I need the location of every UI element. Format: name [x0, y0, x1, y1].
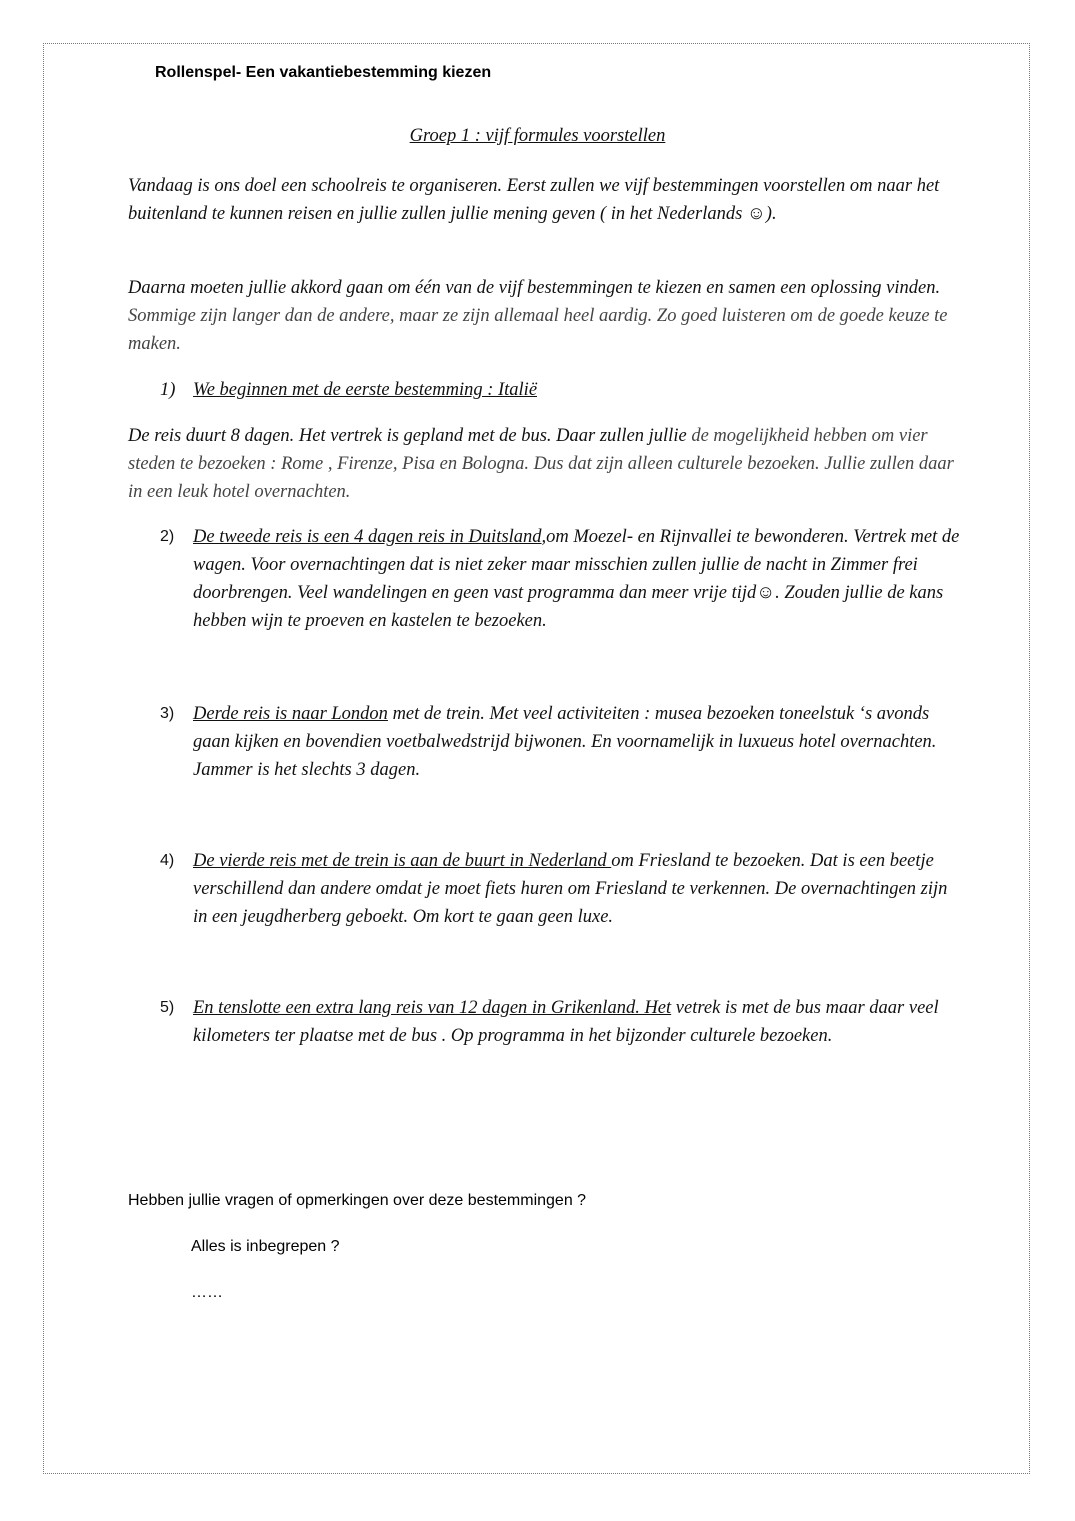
item-text-4: om Friesland te bezoeken. Dat is een beetje verschillend dan andere omdat je moet fiets huren om Friesland te verkennen. De overnachtingen zijn in een jeugdherberg geboekt. Om kort te gaan geen luxe. — [193, 851, 948, 927]
item-heading-5: En tenslotte een extra lang reis van 12 dagen in Grikenland. Het — [193, 998, 672, 1018]
item-number-3: 3) — [160, 705, 175, 722]
item-text-2: ,om Moezel- en Rijnvallei te bewonderen. Vertrek met de wagen. Voor overnachtingen dat is niet zeker maar misschien zullen jullie de nacht in Zimmer frei doorbrengen. Veel wandelingen en geen vast programma dan meer vrije tijd☺. Zouden jullie de kans hebben wijn te proeven en kastelen te bezoeken. — [193, 527, 960, 631]
item-heading-1: We beginnen met de eerste bestemming : Italië — [193, 380, 538, 400]
italy-text-b: de mogelijkheid hebben om vier steden te bezoeken : Rome , Firenze, Pisa en Bologna. Dus dat zijn alleen culturele bezoeken. Jullie zullen daar in een leuk hotel overnachten. — [128, 426, 954, 502]
item-text-5: vetrek is met de bus maar daar veel kilometers ter plaatse met de bus . Op programma in het bijzonder culturele bezoeken. — [193, 998, 939, 1046]
intro-text-2a: Daarna moeten jullie akkord gaan om één van de vijf bestemmingen te kiezen en samen een oplossing vinden. — [128, 278, 941, 298]
item-heading-3: Derde reis is naar London — [193, 704, 388, 724]
intro-text-2 — [128, 274, 958, 358]
list-item-2 — [160, 523, 960, 635]
intro-text-1: Vandaag is ons doel een schoolreis te organiseren. Eerst zullen we vijf bestemmingen voorstellen om naar het buitenland te kunnen reisen en jullie zullen jullie mening geven ( in het Nederlands ☺). — [128, 176, 940, 224]
italy-text-a: De reis duurt 8 dagen. Het vertrek is gepland met de bus. Daar zullen jullie — [128, 426, 687, 446]
item-number-5: 5) — [160, 999, 175, 1016]
list-item-3 — [160, 700, 960, 784]
item-number-2: 2) — [160, 528, 175, 545]
document-subtitle: Groep 1 : vijf formules voorstellen — [409, 126, 666, 146]
intro-text-2b: Sommige zijn langer dan de andere, maar ze zijn allemaal heel aardig. Zo goed luisteren om de goede keuze te maken. — [128, 306, 948, 354]
item-number-1: 1) — [160, 380, 176, 400]
followup-question: Alles is inbegrepen ? — [191, 1238, 340, 1255]
intro-paragraph-1 — [128, 172, 958, 228]
intro-paragraph-2 — [128, 274, 958, 358]
document-title: Rollenspel- Een vakantiebestemming kiezen — [155, 64, 492, 81]
item-heading-2: De tweede reis is een 4 dagen reis in Duitsland — [193, 527, 542, 547]
italy-paragraph — [128, 422, 958, 506]
item-number-4: 4) — [160, 852, 175, 869]
item-heading-4: De vierde reis met de trein is aan de buurt in Nederland — [193, 851, 612, 871]
list-item-4 — [160, 847, 960, 931]
ellipsis: …… — [191, 1284, 223, 1301]
list-item-1 — [160, 376, 960, 404]
item-text-3: met de trein. Met veel activiteiten : musea bezoeken toneelstuk ‘s avonds gaan kijken en bovendien voetbalwedstrijd bijwonen. En voornamelijk in luxueus hotel overnachten. Jammer is het slechts 3 dagen. — [193, 704, 937, 780]
italy-text — [128, 422, 958, 506]
list-item-5 — [160, 994, 960, 1050]
closing-question: Hebben jullie vragen of opmerkingen over deze bestemmingen ? — [128, 1192, 587, 1209]
